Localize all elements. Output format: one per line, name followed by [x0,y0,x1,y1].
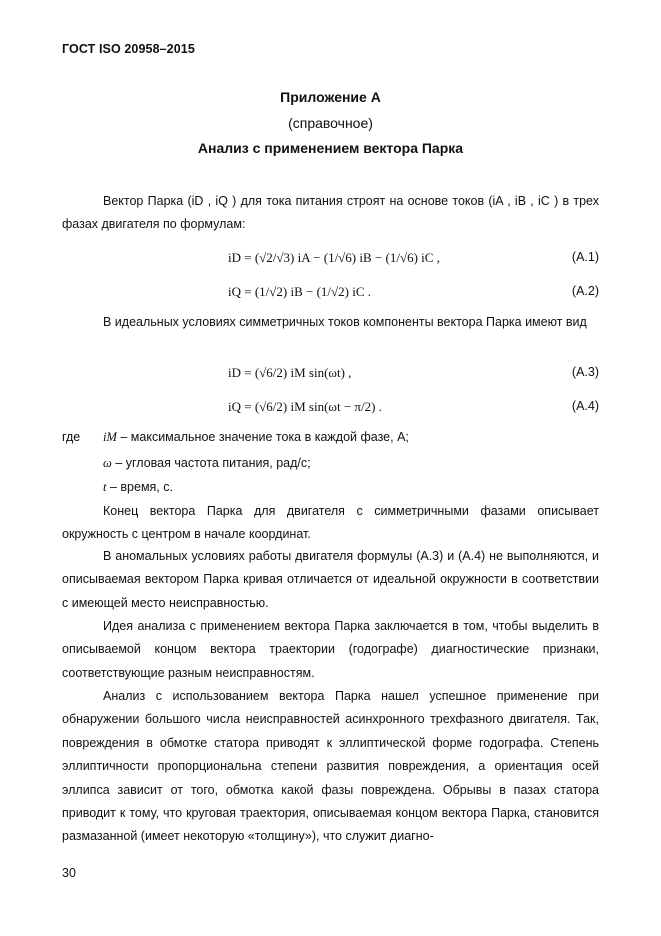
definition-symbol: iM [103,430,117,444]
paragraph-analysis-idea: Идея анализа с применением вектора Парка заключается в том, чтобы выделить в описываемой концом вектора траектории (годографе) диагностические признаки, соответствующие разным неисправностям. [62,619,599,680]
definitions-where: где [62,430,81,444]
formula-a1-label: (А.1) [571,250,599,264]
paragraph-ideal-conditions: В идеальных условиях симметричных токов компоненты вектора Парка имеют вид [103,315,587,329]
formula-a4: iQ = (√6/2) iM sin(ωt − π/2) . [228,399,382,414]
formula-a2: iQ = (1/√2) iB − (1/√2) iC . [228,284,372,299]
paragraph-anomalous-conditions: В аномальных условиях работы двигателя формулы (А.3) и (А.4) не выполняются, и описываемая вектором Парка кривая отличается от идеальной окружности в соответствии с имеющей место неисправностью. [62,549,599,610]
definition-text: – угловая частота питания, рад/с; [115,456,311,470]
paragraph-symmetric-circle: Конец вектора Парка для двигателя с симметричными фазами описывает окружность с центром в начале координат. [62,504,599,542]
appendix-heading: Анализ с применением вектора Парка [197,140,464,156]
definition-item [103,456,311,471]
definition-text: – время, с. [109,480,173,494]
definition-item [103,480,173,495]
paragraph-analysis-application: Анализ с использованием вектора Парка нашел успешное применение при обнаружении большого числа неисправностей асинхронного трехфазного двигателя. Так, повреждения в обмотке статора приводят к эллиптической форме годографа. Степень эллиптичности пропорциональна степени развития повреждения, а ориентация осей эллипса зависит от того, обмотка какой фазы повреждена. Обрывы в пазах статора приводит к тому, что круговая траектория, описываемая концом вектора Парка, становится размазанной (имеет некоторую «толщину»), что служит диагно- [62,689,599,844]
definition-symbol: t [103,480,107,494]
document-code: ГОСТ ISO 20958–2015 [62,42,195,56]
formula-a1: iD = (√2/√3) iA − (1/√6) iB − (1/√6) iC , [228,250,440,265]
paragraph-park-vector-definition: Вектор Парка (iD , iQ ) для тока питания строят на основе токов (iA , iB , iC ) в трех фазах двигателя по формулам: [62,194,599,232]
formula-a2-label: (А.2) [571,284,599,298]
appendix-title: Приложение А [280,89,381,105]
formula-a3-label: (А.3) [571,365,599,379]
definition-symbol: ω [103,456,112,470]
formula-a3: iD = (√6/2) iM sin(ωt) , [228,365,352,380]
page-number: 30 [62,866,76,880]
formula-a4-label: (А.4) [571,399,599,413]
definition-item [103,430,409,445]
appendix-subtitle: (справочное) [288,115,373,131]
definition-text: – максимальное значение тока в каждой фазе, А; [120,430,409,444]
